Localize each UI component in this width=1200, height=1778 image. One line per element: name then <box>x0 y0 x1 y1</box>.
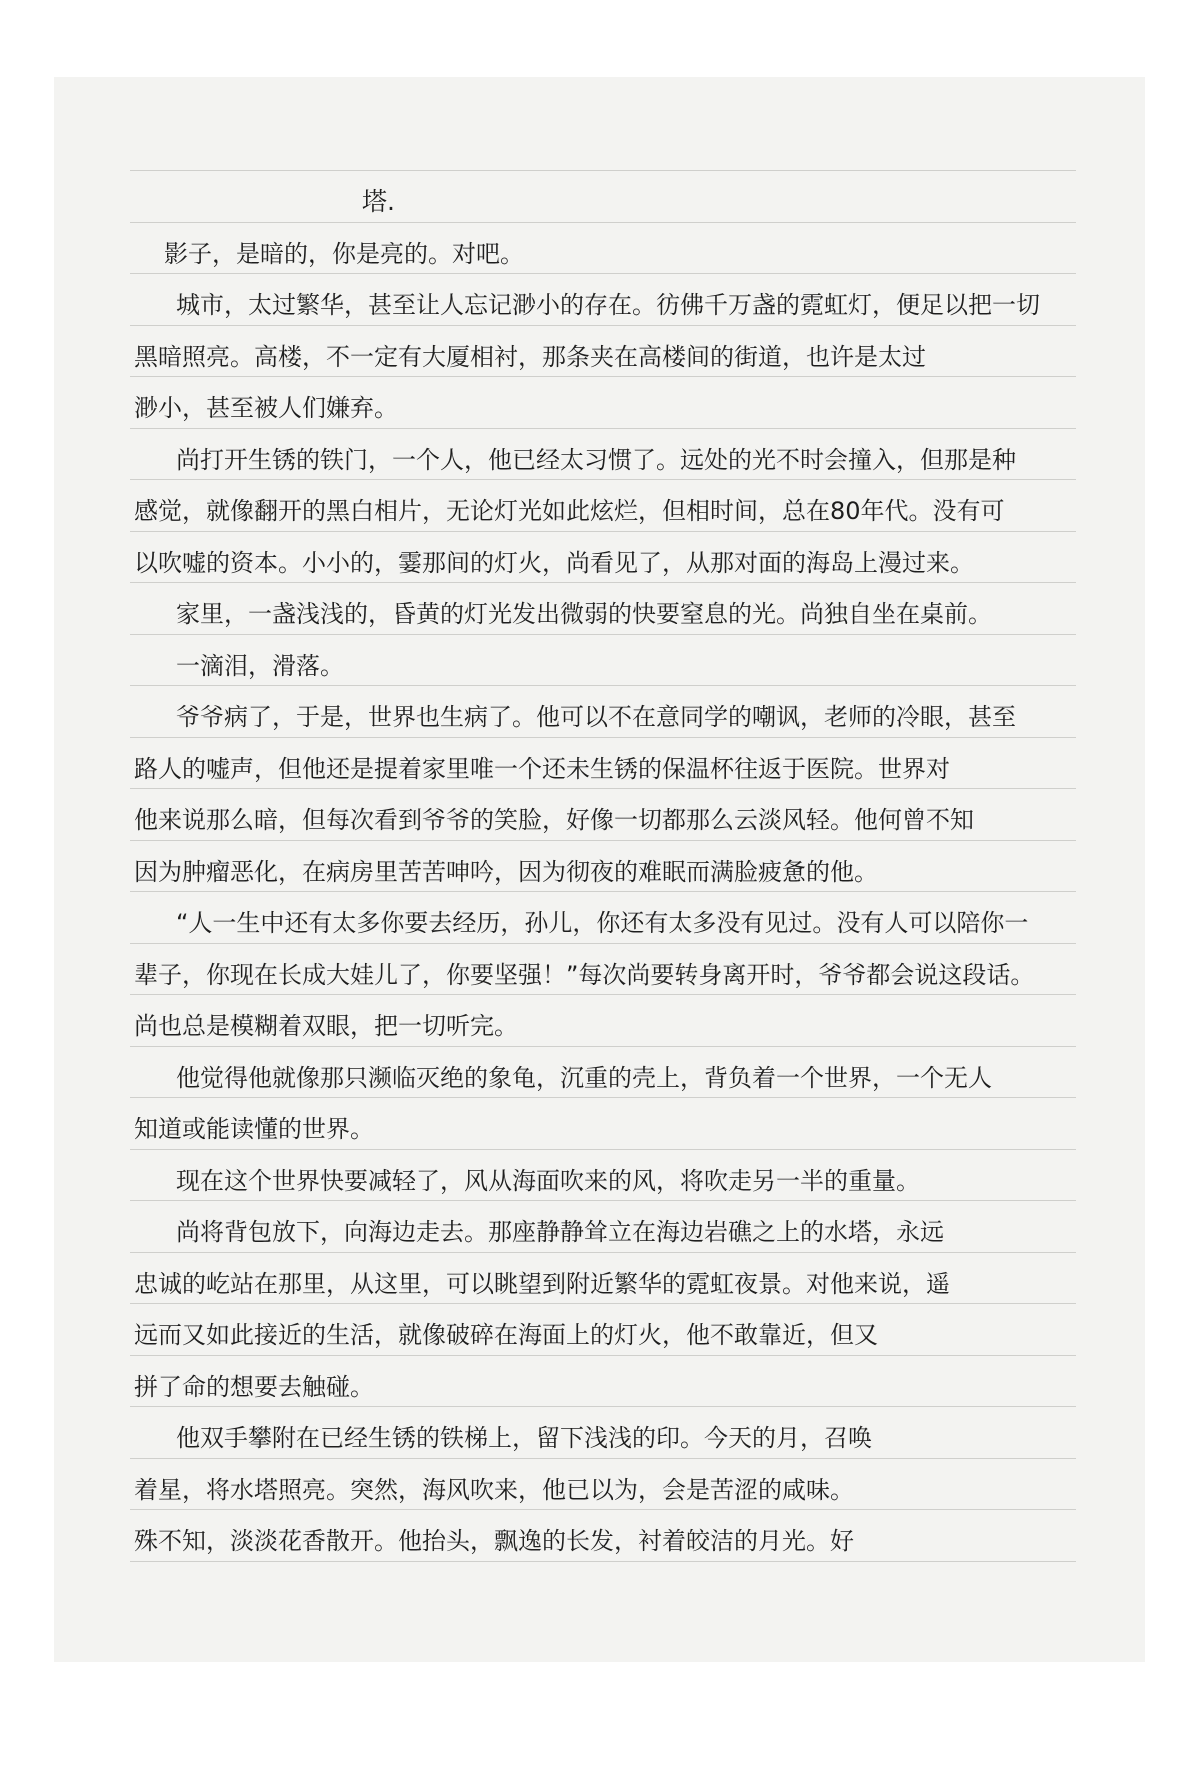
essay-line: 渺小，甚至被人们嫌弃。 <box>130 377 1076 429</box>
essay-line: 城市，太过繁华，甚至让人忘记渺小的存在。彷佛千万盏的霓虹灯，便足以把一切 <box>130 274 1076 326</box>
essay-line: “人一生中还有太多你要去经历，孙儿，你还有太多没有见过。没有人可以陪你一 <box>130 892 1076 944</box>
essay-line: 尚将背包放下，向海边走去。那座静静耸立在海边岩礁之上的水塔，永远 <box>130 1201 1076 1253</box>
essay-line: 他双手攀附在已经生锈的铁梯上，留下浅浅的印。今天的月，召唤 <box>130 1407 1076 1459</box>
essay-line: 尚打开生锈的铁门，一个人，他已经太习惯了。远处的光不时会撞入，但那是种 <box>130 429 1076 481</box>
essay-line: 现在这个世界快要减轻了，风从海面吹来的风，将吹走另一半的重量。 <box>130 1150 1076 1202</box>
essay-line: 辈子，你现在长成大娃儿了，你要坚强！”每次尚要转身离开时，爷爷都会说这段话。 <box>130 944 1076 996</box>
essay-line: 家里，一盏浅浅的，昏黄的灯光发出微弱的快要窒息的光。尚独自坐在桌前。 <box>130 583 1076 635</box>
essay-line: 殊不知，淡淡花香散开。他抬头，飘逸的长发，衬着皎洁的月光。好 <box>130 1510 1076 1562</box>
essay-line: 尚也总是模糊着双眼，把一切听完。 <box>130 995 1076 1047</box>
essay-line: 因为肿瘤恶化，在病房里苦苦呻吟，因为彻夜的难眠而满脸疲惫的他。 <box>130 841 1076 893</box>
essay-line: 远而又如此接近的生活，就像破碎在海面上的灯火，他不敢靠近，但又 <box>130 1304 1076 1356</box>
essay-line: 爷爷病了，于是，世界也生病了。他可以不在意同学的嘲讽，老师的冷眼，甚至 <box>130 686 1076 738</box>
essay-line: 知道或能读懂的世界。 <box>130 1098 1076 1150</box>
essay-line: 拼了命的想要去触碰。 <box>130 1356 1076 1408</box>
essay-line: 一滴泪，滑落。 <box>130 635 1076 687</box>
essay-line: 感觉，就像翻开的黑白相片，无论灯光如此炫烂，但相时间，总在80年代。没有可 <box>130 480 1076 532</box>
essay-line: 黑暗照亮。高楼，不一定有大厦相衬，那条夹在高楼间的街道，也许是太过 <box>130 326 1076 378</box>
essay-line: 他觉得他就像那只濒临灭绝的象龟，沉重的壳上，背负着一个世界，一个无人 <box>130 1047 1076 1099</box>
essay-line: 以吹嘘的资本。小小的，霎那间的灯火，尚看见了，从那对面的海岛上漫过来。 <box>130 532 1076 584</box>
essay-line: 他来说那么暗，但每次看到爷爷的笑脸，好像一切都那么云淡风轻。他何曾不知 <box>130 789 1076 841</box>
essay-line: 着星，将水塔照亮。突然，海风吹来，他已以为，会是苦涩的咸味。 <box>130 1459 1076 1511</box>
essay-line: 路人的嘘声，但他还是提着家里唯一个还未生锈的保温杯往返于医院。世界对 <box>130 738 1076 790</box>
essay-line: 影子，是暗的，你是亮的。对吧。 <box>130 223 1076 275</box>
essay-line: 忠诚的屹站在那里，从这里，可以眺望到附近繁华的霓虹夜景。对他来说，遥 <box>130 1253 1076 1305</box>
essay-title: 塔. <box>130 171 1076 223</box>
essay-body <box>130 170 1076 1562</box>
